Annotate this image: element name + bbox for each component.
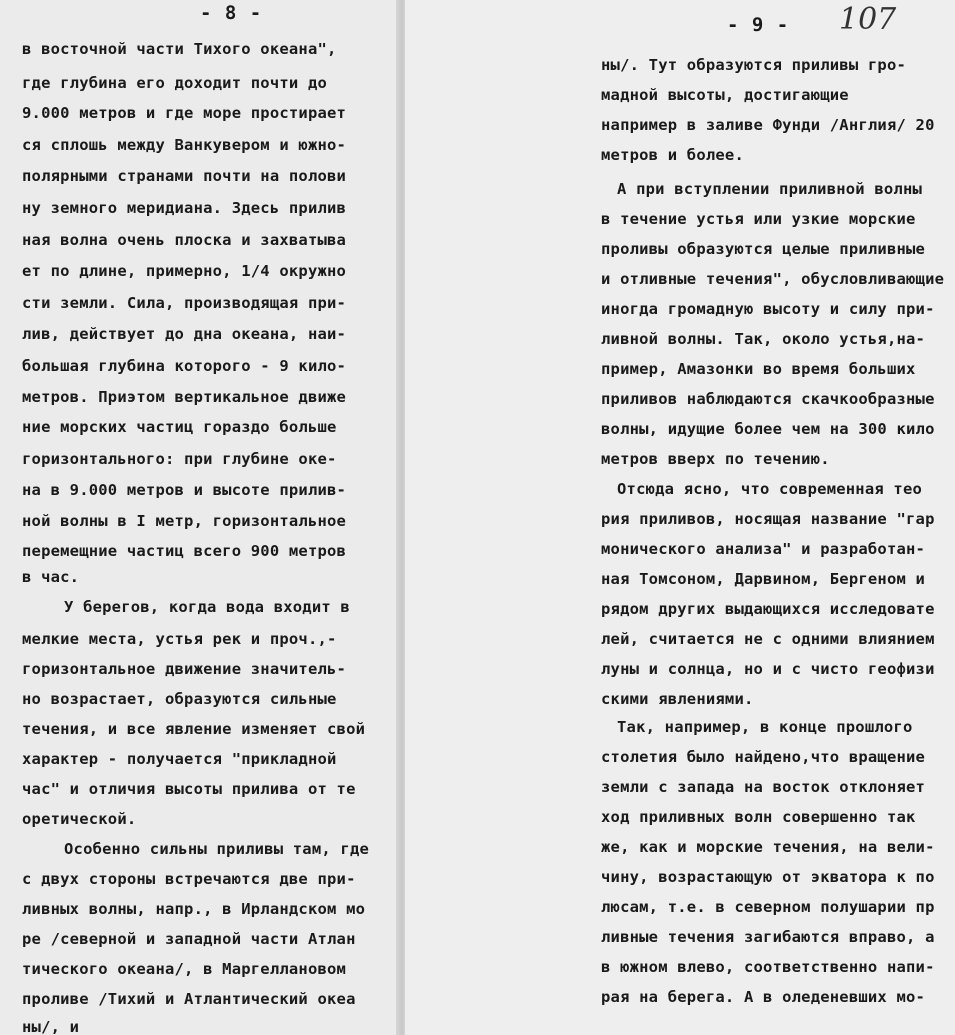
page-number-8: - 8 -	[200, 2, 263, 24]
text-line: ливной волны. Так, около устья,на-	[601, 330, 926, 348]
text-line: земли с запада на восток отклоняет	[601, 778, 926, 796]
text-line: час" и отличия высоты прилива от те	[22, 780, 356, 798]
text-line: Так, например, в конце прошлого	[617, 718, 913, 736]
text-line: течения, и все явление изменяет свой	[22, 720, 366, 738]
text-line: где глубина его доходит почти до	[22, 74, 328, 92]
text-line: характер - получается "прикладной	[22, 750, 337, 768]
text-line: перемещние частиц всего 900 метров	[22, 542, 347, 560]
text-line: скими явлениями.	[601, 690, 754, 708]
text-line: люсам, т.е. в северном полушарии пр	[601, 898, 935, 916]
text-line: проливы образуются целые приливные	[601, 240, 926, 258]
text-line: проливе /Тихий и Атлантический океа	[22, 990, 356, 1008]
text-line: метров вверх по течению.	[601, 450, 830, 468]
text-line: ет по длине, примерно, 1/4 окружно	[22, 262, 347, 280]
text-line: столетия было найдено,что вращение	[601, 748, 926, 766]
text-line: луны и солнца, но и с чисто геофизи	[601, 660, 935, 678]
text-line: ливные течения загибаются вправо, а	[601, 928, 935, 946]
text-line: же, как и морские течения, на вели-	[601, 838, 935, 856]
text-line: приливов наблюдаются скачкообразные	[601, 390, 935, 408]
text-line: лей, считается не с одними влиянием	[601, 630, 935, 648]
text-line: ну земного меридиана. Здесь прилив	[22, 199, 347, 217]
text-line: У берегов, когда вода входит в	[64, 598, 350, 616]
right-page	[405, 0, 955, 1035]
text-line: ная волна очень плоска и захватыва	[22, 231, 347, 249]
text-line: в час.	[22, 568, 80, 586]
text-line: ся сплошь между Ванкувером и южно-	[22, 136, 347, 154]
text-line: Особенно сильны приливы там, где	[64, 840, 370, 858]
text-line: ливных волны, напр., в Ирландском мо	[22, 900, 366, 918]
text-line: ны/, и	[22, 1018, 80, 1035]
text-line: мелкие места, устья рек и проч.,-	[22, 630, 337, 648]
page-number-9: - 9 -	[727, 14, 790, 36]
text-line: метров. Приэтом вертикальное движе	[22, 388, 347, 406]
text-line: но возрастает, образуются сильные	[22, 690, 337, 708]
text-line: рая на берега. А в оледеневших мо-	[601, 988, 926, 1006]
text-line: ре /северной и западной части Атлан	[22, 930, 356, 948]
text-line: волны, идущие более чем на 300 кило	[601, 420, 935, 438]
archive-page-number: 107	[839, 2, 897, 37]
text-line: ны/. Тут образуются приливы гро-	[601, 56, 907, 74]
text-line: лив, действует до дна океана, наи-	[22, 325, 347, 343]
text-line: ная Томсоном, Дарвином, Бергеном и	[601, 570, 926, 588]
text-line: большая глубина которого - 9 кило-	[22, 357, 347, 375]
text-line: монического анализа" и разработан-	[601, 540, 926, 558]
text-line: рия приливов, носящая название "гар	[601, 510, 935, 528]
text-line: и отливные течения", обусловливающие	[601, 270, 945, 288]
text-line: пример, Амазонки во время больших	[601, 360, 916, 378]
text-line: полярными странами почти на полови	[22, 167, 347, 185]
text-line: в восточной части Тихого океана",	[22, 40, 337, 58]
text-line: сти земли. Сила, производящая при-	[22, 294, 347, 312]
text-line: тического океана/, в Маргеллановом	[22, 960, 347, 978]
text-line: с двух стороны встречаются две при-	[22, 870, 356, 888]
text-line: Отсюда ясно, что современная тео	[617, 480, 923, 498]
text-line: метров и более.	[601, 146, 744, 164]
text-line: рядом других выдающихся исследовате	[601, 600, 935, 618]
text-line: А при вступлении приливной волны	[617, 180, 923, 198]
text-line: на в 9.000 метров и высоте прилив-	[22, 481, 347, 499]
left-page	[0, 0, 400, 1035]
text-line: мадной высоты, достигающие	[601, 86, 849, 104]
text-line: ход приливных волн совершенно так	[601, 808, 916, 826]
text-line: например в заливе Фунди /Англия/ 20	[601, 116, 935, 134]
text-line: иногда громадную высоту и силу при-	[601, 300, 935, 318]
text-line: 9.000 метров и где море простирает	[22, 104, 347, 122]
text-line: чину, возрастающую от экватора к по	[601, 868, 935, 886]
text-line: в южном влево, соответственно напи-	[601, 958, 935, 976]
text-line: горизонтального: при глубине оке-	[22, 450, 337, 468]
text-line: ние морских частиц гораздо больше	[22, 418, 337, 436]
text-line: в течение устья или узкие морские	[601, 210, 916, 228]
text-line: ной волны в I метр, горизонтальное	[22, 512, 347, 530]
text-line: горизонтальное движение значитель-	[22, 660, 347, 678]
text-line: оретической.	[22, 810, 137, 828]
